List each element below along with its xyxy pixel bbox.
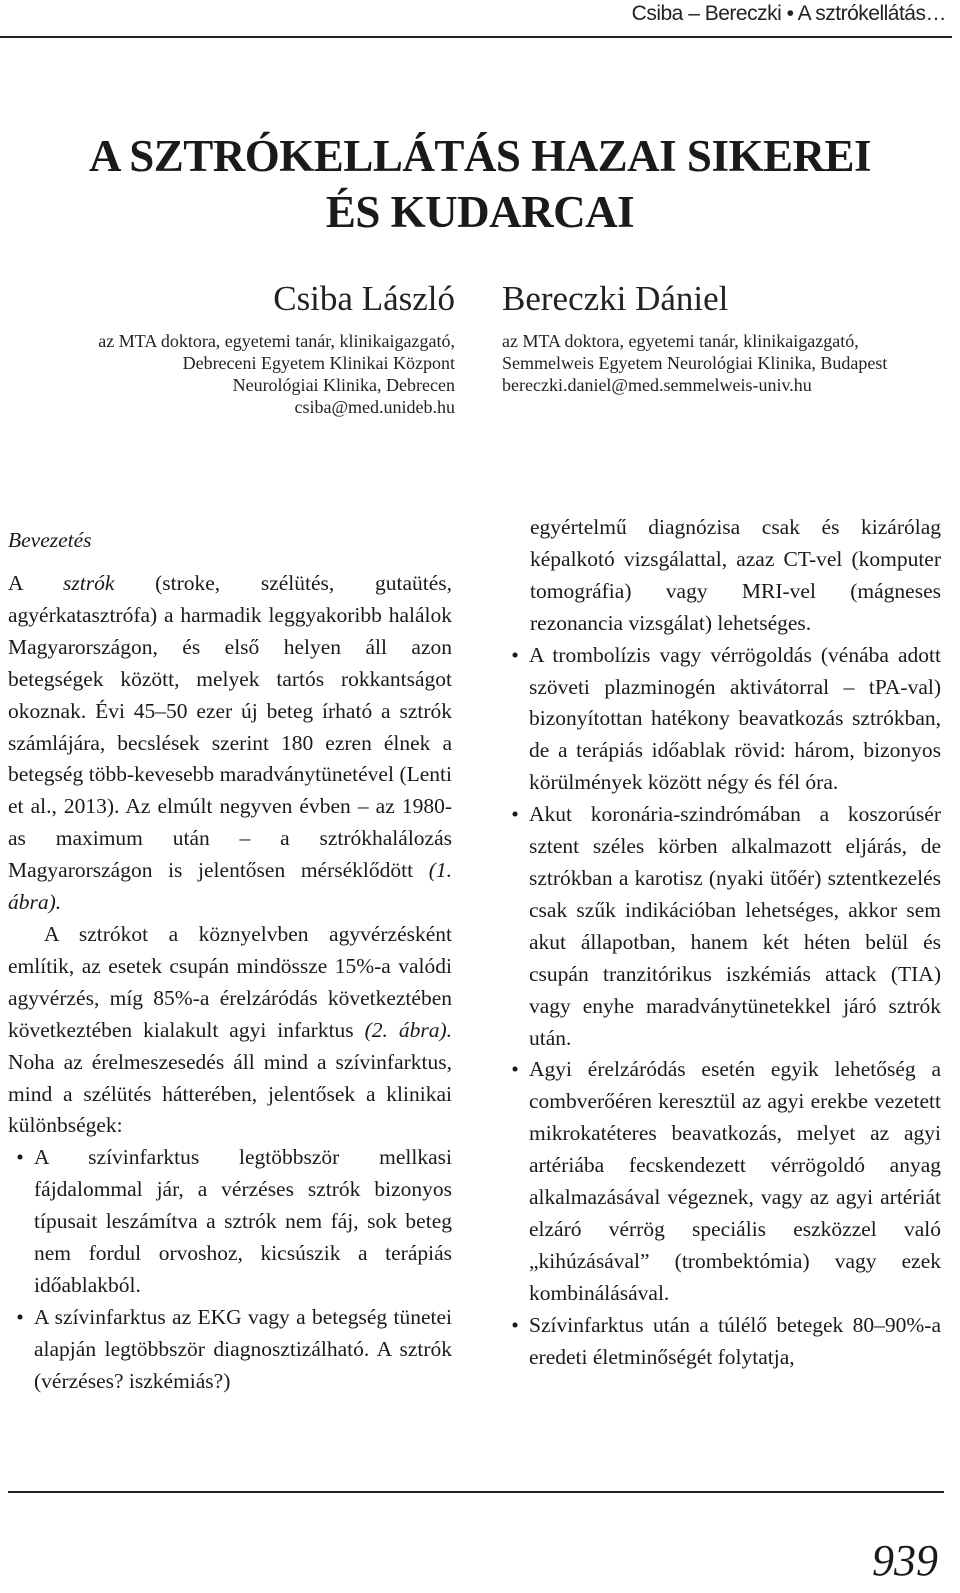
- bullet-text: A trombolízis vagy vérrögoldás (vénába adott szöveti plazminogén aktivátorral – tPA-val) bizonyítottan hatékony beavatkozás sztrókban, de a terápiás időablak rövid: három, bizonyos körülmények között négy és fél óra.: [529, 642, 941, 795]
- bullet-item: [503, 640, 941, 800]
- author-name: Bereczki Dániel: [502, 279, 729, 318]
- author-affiliation: Semmelweis Egyetem Neurológiai Klinika, Budapest: [502, 353, 888, 373]
- paragraph-stroke-types: [8, 919, 452, 1142]
- header-rule: [0, 36, 952, 38]
- page-number: 939: [872, 1536, 938, 1585]
- bullet-item: [8, 1142, 452, 1302]
- bullet-text: A szívinfarktus az EKG vagy a betegség tünetei alapján legtöbbször diagnosztizálható. A sztrók (vérzéses? iszkémiás?): [34, 1304, 452, 1393]
- author-email: csiba@med.unideb.hu: [294, 397, 455, 417]
- running-head: Csiba – Bereczki • A sztrókellátás…: [631, 2, 946, 25]
- article-title: [0, 128, 960, 240]
- bullet-icon: •: [511, 642, 519, 667]
- author-block-1: [20, 276, 455, 418]
- bullet-item: [503, 1310, 941, 1374]
- text-run: (stroke, szélütés, gutaütés, agyérkatasztrófa) a harmadik leggyakoribb halálok Magyarországon, és első helyen áll azon betegségek között, melyek tartós rokkantságot okoznak. Évi 45–50 ezer új beteg írható a sztrók számlájára, becslések szerint 180 ezren élnek a betegség több-kevesebb maradványtünetével (Lenti et al., 2013). Az elmúlt negyven évben – az 1980-as maximum után – a sztrókhalálozás Magyarországon is jelentősen mérséklődött: [8, 571, 452, 883]
- author-name: Csiba László: [273, 279, 455, 318]
- bullet-text: Szívinfarktus után a túlélő betegek 80–90%-a eredeti életminőségét folytatja,: [529, 1312, 941, 1369]
- bullet-icon: •: [16, 1145, 24, 1170]
- figure-reference: (1. ábra).: [8, 858, 452, 915]
- bullet-item: [8, 1302, 452, 1398]
- bullet-icon: •: [511, 802, 519, 827]
- footer-rule: [8, 1491, 944, 1493]
- bullet-icon: •: [511, 1057, 519, 1082]
- figure-reference: (2. ábra).: [364, 1017, 452, 1042]
- bullet-text: Agyi érelzáródás esetén egyik lehetőség a combverőéren keresztül az agyi erekbe vezetett mikrokatéteres beavatkozás, melyet az agyi artériába fecskendezett vérrögoldó anyag alkalmazásával végeznek, vagy az agyi artériát elzáró vérrög speciális eszközzel való „kihúzásával” (trombektómia) vagy ezek kombinálásával.: [529, 1057, 941, 1305]
- author-block-2: [502, 276, 942, 396]
- title-line-1: A SZTRÓKELLÁTÁS HAZAI SIKEREI: [88, 131, 871, 181]
- text-run: A sztrókot a köznyelvben agyvérzésként említik, az esetek csupán mindössze 15%-a valódi agyvérzés, míg 85%-a érelzáródás következtében következtében kialakult agyi infarktus: [8, 921, 452, 1042]
- bullet-item: [503, 799, 941, 1054]
- section-heading: Bevezetés: [8, 528, 92, 552]
- author-affiliation: Neurológiai Klinika, Debrecen: [232, 375, 455, 395]
- bullet-continuation: egyértelmű diagnózisa csak és kizárólag képalkotó vizsgálattal, azaz CT-vel (komputer tomográfia) vagy MRI-vel (mágneses rezonancia vizsgálat) lehetséges.: [530, 515, 941, 635]
- author-affiliation: Debreceni Egyetem Klinikai Központ: [182, 353, 455, 373]
- author-affiliation: az MTA doktora, egyetemi tanár, klinikaigazgató,: [502, 331, 859, 351]
- bullet-text: Akut koronária-szindrómában a koszorúsér sztent széles körben alkalmazott eljárás, de sztrókban a karotisz (nyaki ütőér) sztentkezelés csak szűk indikációban lehetséges, akkor sem akut állapotban, hanem két héten belül és csupán tranzitórikus iszkémiás attack (TIA) vagy enyhe maradványtünetekkel járó sztrók után.: [529, 802, 941, 1050]
- text-run: A: [8, 571, 64, 595]
- italic-term: sztrók: [63, 571, 115, 595]
- left-column: [8, 512, 452, 1398]
- bullet-item: [503, 1054, 941, 1309]
- right-column: [503, 512, 941, 1373]
- text-run: Noha az érelmeszesedés áll mind a szívinfarktus, mind a szélütés hátterében, jelentősek a klinikai különbségek:: [8, 1049, 452, 1138]
- paragraph-intro: [8, 568, 452, 919]
- author-email: bereczki.daniel@med.semmelweis-univ.hu: [502, 375, 812, 395]
- bullet-icon: •: [16, 1304, 24, 1329]
- author-affiliation: az MTA doktora, egyetemi tanár, klinikaigazgató,: [98, 331, 455, 351]
- bullet-text: A szívinfarktus legtöbbször mellkasi fájdalommal jár, a vérzéses sztrók bizonyos típusait leszámítva a sztrók nem fáj, sok beteg nem fordul orvoshoz, kicsúszik a terápiás időablakból.: [34, 1145, 452, 1297]
- title-line-2: ÉS KUDARCAI: [325, 187, 635, 237]
- bullet-icon: •: [511, 1312, 519, 1337]
